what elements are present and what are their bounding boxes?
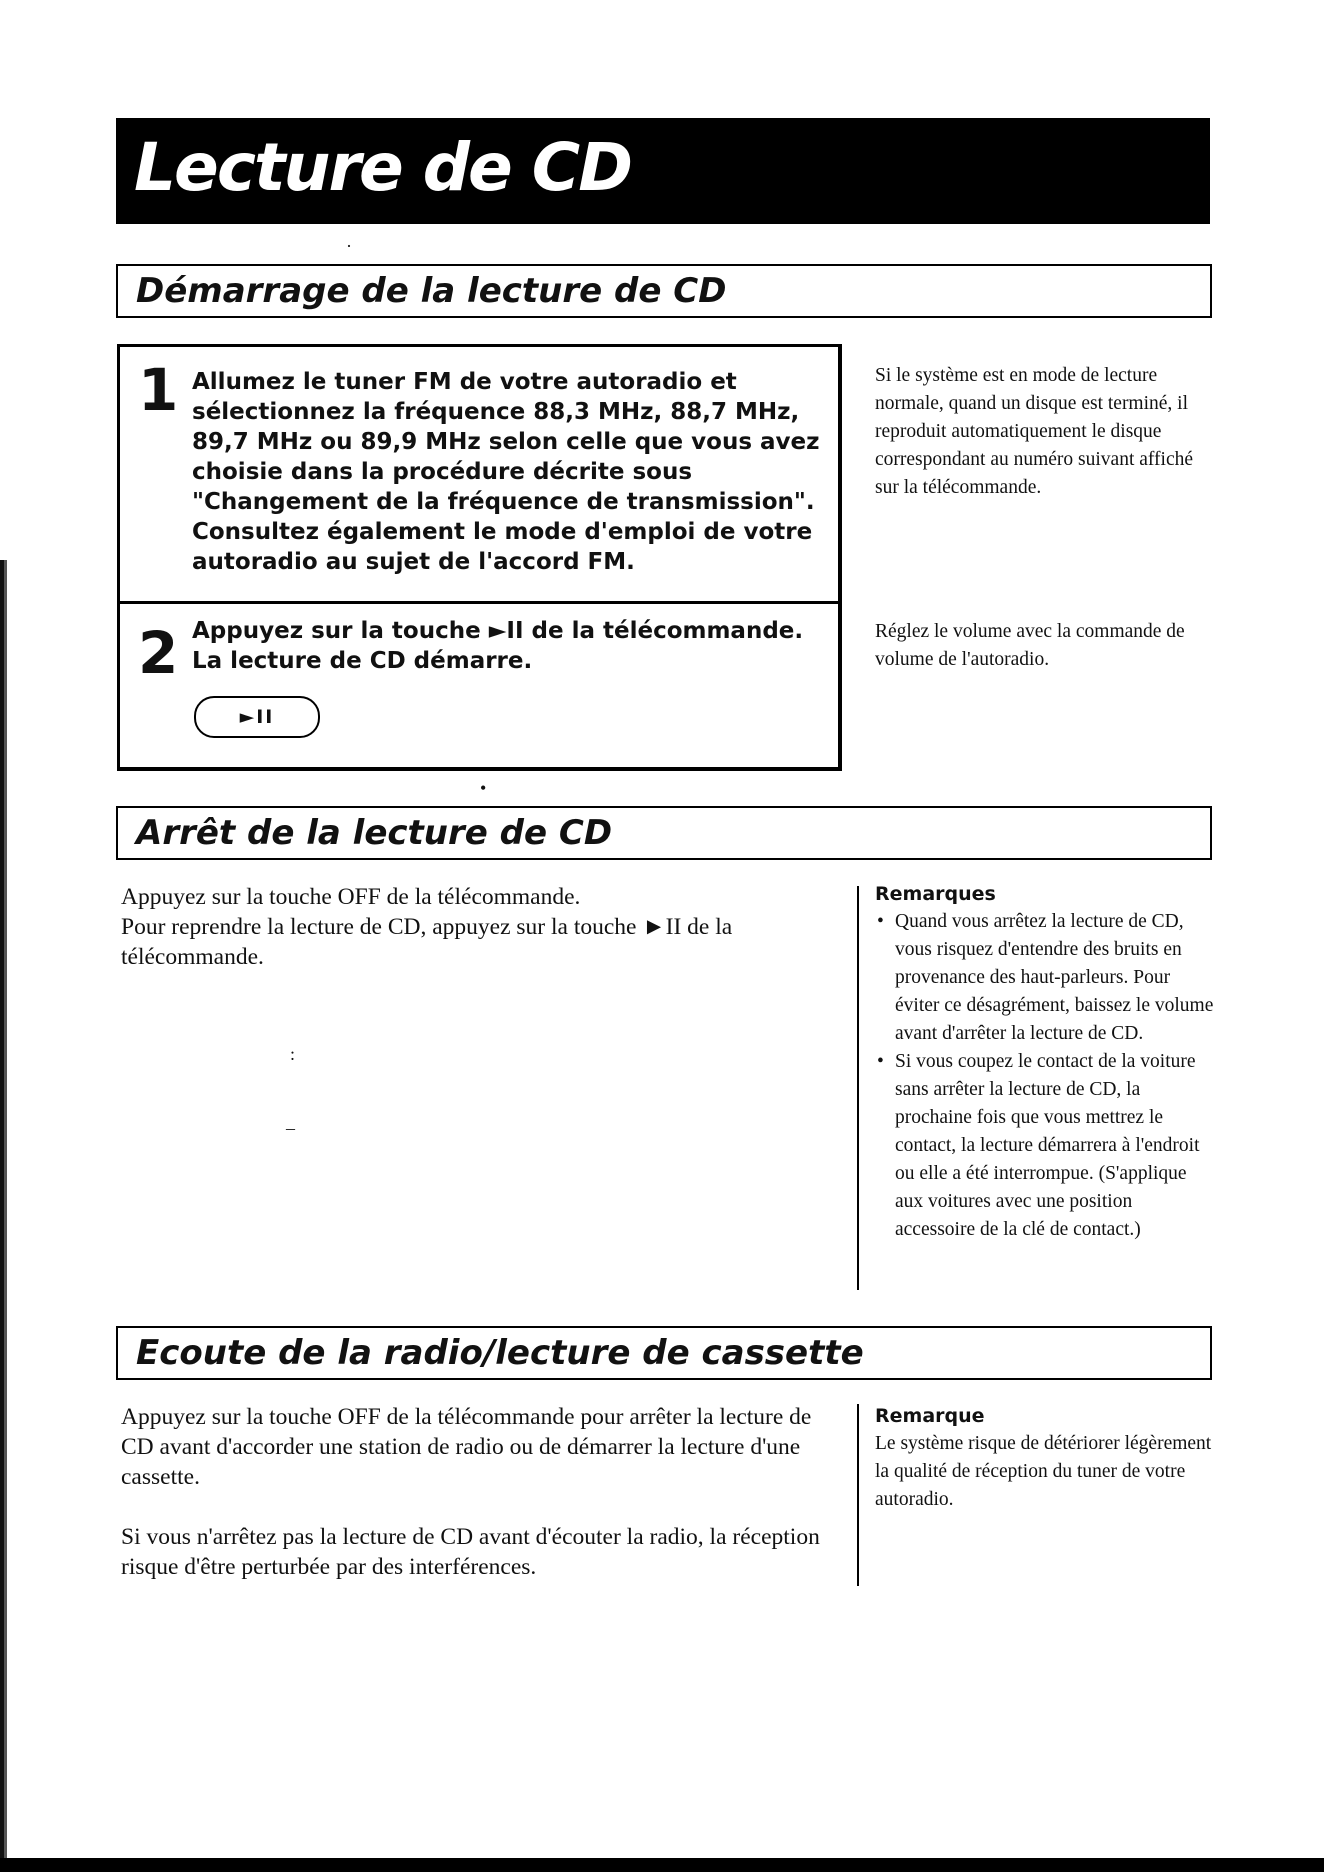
scan-edge-bottom — [0, 1858, 1324, 1872]
title-bar — [116, 118, 1210, 224]
scan-speck: • — [480, 778, 487, 798]
note-item: • Quand vous arrêtez la lecture de CD, vous risquez d'entendre des bruits en provenance des haut-parleurs. Pour éviter ce désagrément, baissez le volume avant d'arrêter la lecture de CD. — [895, 908, 1215, 1048]
column-divider — [857, 1404, 859, 1586]
scan-edge — [0, 560, 12, 1860]
page-title: Lecture de CD — [134, 129, 631, 206]
scan-speck: · — [346, 236, 352, 256]
body-paragraph: Si vous n'arrêtez pas la lecture de CD avant d'écouter la radio, la réception risque d'être perturbée par des interférences. — [121, 1524, 820, 1580]
note-heading: Remarque — [875, 1405, 985, 1427]
column-divider — [838, 344, 840, 764]
radio-note — [875, 1402, 1215, 1514]
play-pause-button-icon: ►II — [194, 696, 320, 738]
section-heading-stop — [116, 806, 1212, 860]
stop-notes — [875, 880, 1215, 1244]
section-title-start: Démarrage de la lecture de CD — [136, 271, 727, 311]
notes-list — [875, 908, 1215, 1244]
column-divider — [857, 886, 859, 1290]
notes-heading: Remarques — [875, 883, 996, 905]
steps-box — [117, 344, 842, 771]
section-title-radio: Ecoute de la radio/lecture de cassette — [136, 1333, 864, 1373]
step2-note: Réglez le volume avec la commande de volume de l'autoradio. — [875, 621, 1185, 670]
note-text: Le système risque de détériorer légèrement la qualité de réception du tuner de votre autoradio. — [875, 1433, 1212, 1510]
step-text: Allumez le tuner FM de votre autoradio et sélectionnez la fréquence 88,3 MHz, 88,7 MHz, 89,7 MHz ou 89,9 MHz selon celle que vous avez choisie dans la procédure décrite sous "Changement de la fréquence de transmission". Consultez également le mode d'emploi de votre autoradio au sujet de l'accord FM. — [192, 369, 820, 575]
scan-speck: – — [286, 1118, 295, 1138]
scan-speck: : — [290, 1044, 296, 1064]
body-paragraph: Pour reprendre la lecture de CD, appuyez sur la touche ►II de la télécommande. — [121, 914, 733, 970]
body-paragraph: Appuyez sur la touche OFF de la télécommande. — [121, 884, 581, 910]
section-title-stop: Arrêt de la lecture de CD — [136, 813, 613, 853]
step-1 — [120, 347, 838, 604]
step-text: Appuyez sur la touche ►II de la télécommande. La lecture de CD démarre. — [192, 618, 804, 674]
step-2 — [120, 604, 838, 764]
section-heading-radio — [116, 1326, 1212, 1380]
body-paragraph: Appuyez sur la touche OFF de la télécommande pour arrêter la lecture de CD avant d'accorder une station de radio ou de démarrer la lecture d'une cassette. — [121, 1404, 812, 1490]
radio-body — [121, 1402, 821, 1582]
step1-note: Si le système est en mode de lecture normale, quand un disque est terminé, il reproduit automatiquement le disque correspondant au numéro suivant affiché sur la télécommande. — [875, 365, 1194, 498]
note-item: • Si vous coupez le contact de la voiture sans arrêter la lecture de CD, la prochaine fois que vous mettrez le contact, la lecture démarrera à l'endroit ou elle a été interrompue. (S'applique aux voitures avec une position accessoire de la clé de contact.) — [895, 1048, 1215, 1244]
step-number: 2 — [138, 619, 179, 687]
step-number: 1 — [138, 356, 179, 424]
stop-body — [121, 882, 821, 972]
section-heading-start — [116, 264, 1212, 318]
